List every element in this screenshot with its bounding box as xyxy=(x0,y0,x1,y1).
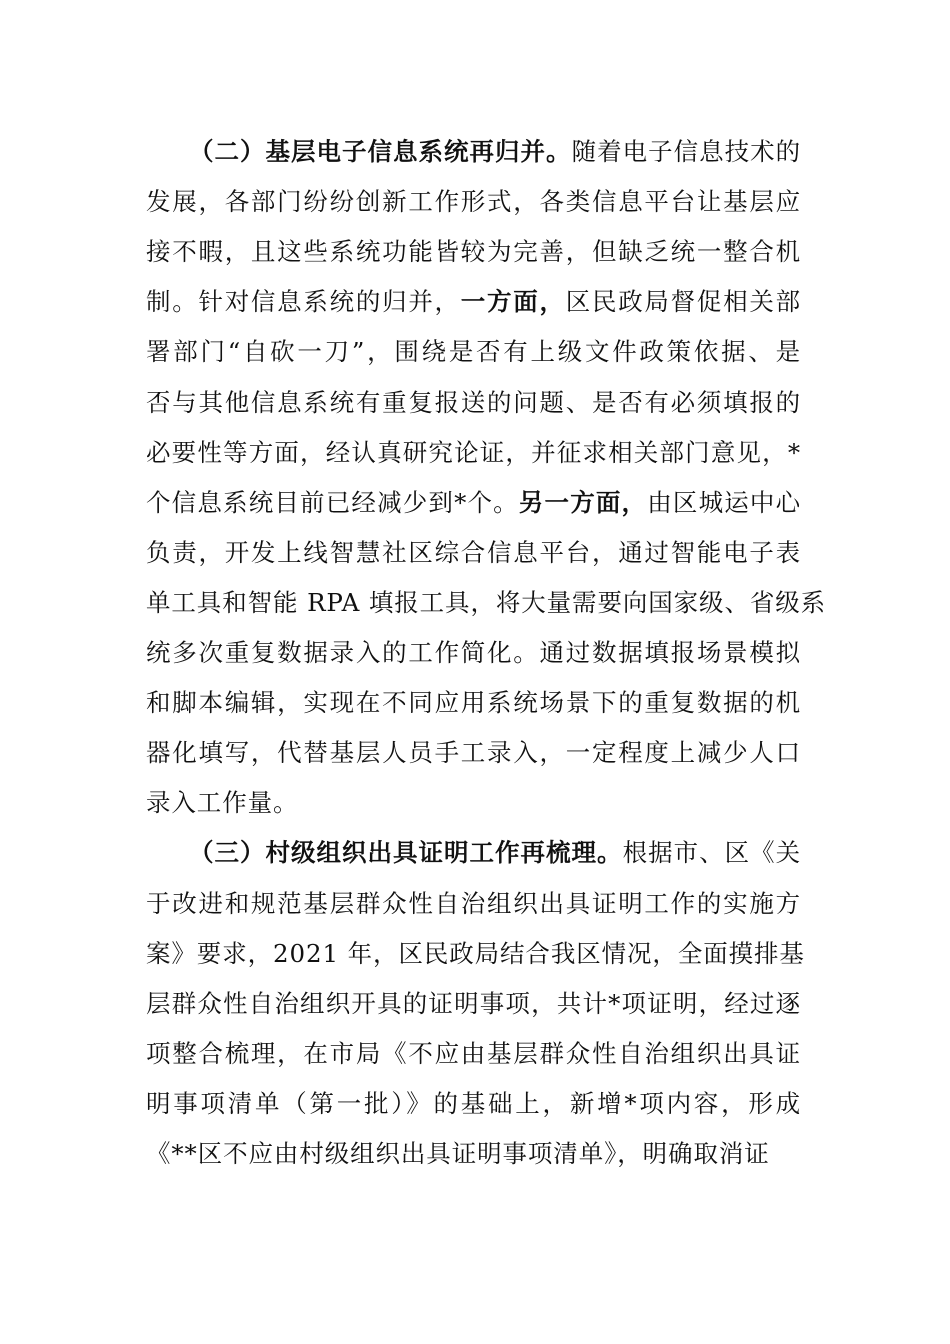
text-segment: 否与其他信息系统有重复报送的问题、是否有必须填报的 xyxy=(146,387,801,417)
text-line xyxy=(146,334,801,370)
text-line xyxy=(146,485,801,521)
text-line xyxy=(146,284,801,320)
text-segment: 负责，开发上线智慧社区综合信息平台，通过智能电子表 xyxy=(146,537,801,567)
text-line xyxy=(146,385,801,421)
text-segment: 器化填写，代替基层人员手工录入，一定程度上减少人口 xyxy=(146,738,801,768)
bold-text: 一方面， xyxy=(460,287,566,317)
text-segment: 和脚本编辑，实现在不同应用系统场景下的重复数据的机 xyxy=(146,688,801,718)
text-segment: 于改进和规范基层群众性自治组织出具证明工作的实施方 xyxy=(146,888,801,918)
text-segment: 由区城运中心 xyxy=(647,487,802,517)
text-segment: 接不暇，且这些系统功能皆较为完善，但缺乏统一整合机 xyxy=(146,237,801,267)
text-segment: 署部门“自砍一刀”，围绕是否有上级文件政策依据、是 xyxy=(146,337,801,367)
text-segment: 必要性等方面，经认真研究论证，并征求相关部门意见，* xyxy=(146,437,801,467)
text-line xyxy=(146,1036,801,1072)
text-line xyxy=(146,1136,770,1172)
text-line xyxy=(146,234,801,270)
text-segment: 个信息系统目前已经减少到*个。 xyxy=(146,487,519,517)
bold-text: 另一方面， xyxy=(518,487,648,517)
text-line xyxy=(146,1086,801,1122)
text-line xyxy=(146,184,801,220)
text-segment: 录入工作量。 xyxy=(146,788,299,818)
text-segment: 制。针对信息系统的归并， xyxy=(146,287,461,317)
text-segment: 单工具和智能 RPA 填报工具，将大量需要向国家级、省级系 xyxy=(146,587,827,617)
text-segment: 案》要求，2021 年，区民政局结合我区情况，全面摸排基 xyxy=(146,938,805,968)
text-segment: 根据市、区《关 xyxy=(622,838,801,868)
text-segment: 《**区不应由村级组织出具证明事项清单》，明确取消证 xyxy=(146,1139,770,1168)
text-line xyxy=(146,735,801,771)
text-line xyxy=(146,986,801,1022)
text-segment: 区民政局督促相关部 xyxy=(565,287,801,317)
text-segment: 层群众性自治组织开具的证明事项，共计*项证明，经过逐 xyxy=(146,988,801,1018)
bold-text: （二）基层电子信息系统再归并。 xyxy=(189,137,572,166)
text-line xyxy=(146,785,298,821)
text-line xyxy=(146,635,801,671)
text-line xyxy=(146,685,801,721)
text-line xyxy=(189,134,801,170)
text-segment: 明事项清单（第一批）》的基础上，新增*项内容，形成 xyxy=(146,1088,801,1118)
text-line xyxy=(146,585,827,621)
text-line xyxy=(146,435,801,471)
text-segment: 项整合梳理，在市局《不应由基层群众性自治组织出具证 xyxy=(146,1038,801,1068)
text-line xyxy=(146,936,805,972)
text-line xyxy=(189,835,801,871)
text-segment: 发展，各部门纷纷创新工作形式，各类信息平台让基层应 xyxy=(146,187,801,217)
bold-text: （三）村级组织出具证明工作再梳理。 xyxy=(189,838,623,868)
text-line xyxy=(146,535,801,571)
text-segment: 随着电子信息技术的 xyxy=(571,137,801,166)
text-segment: 统多次重复数据录入的工作简化。通过数据填报场景模拟 xyxy=(146,638,801,667)
text-line xyxy=(146,886,801,922)
